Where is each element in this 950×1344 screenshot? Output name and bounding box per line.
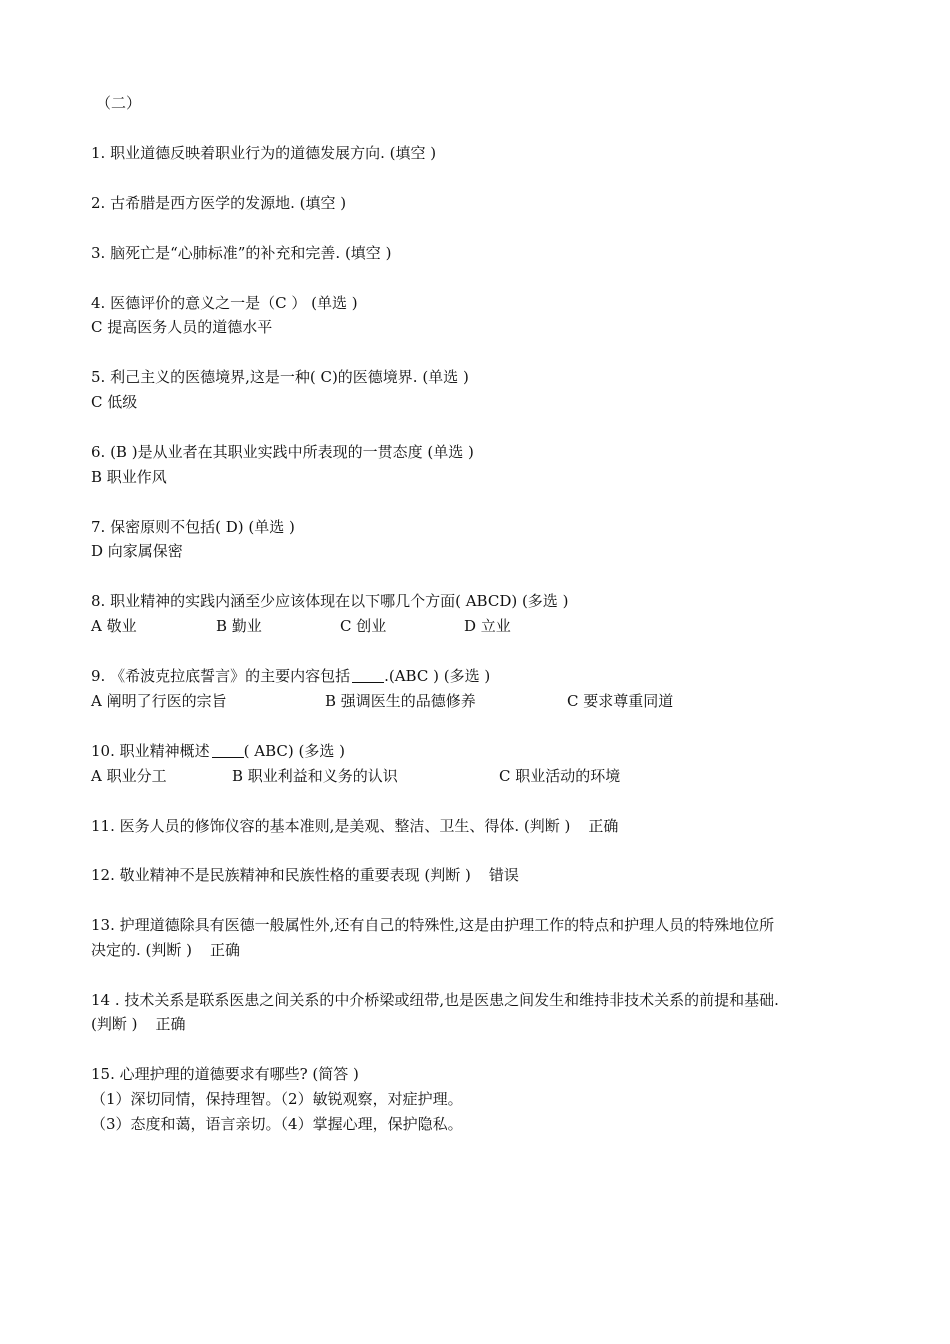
fill-blank <box>352 668 384 683</box>
question-12-text: 12. 敬业精神不是民族精神和民族性格的重要表现 (判断 ) <box>91 866 471 884</box>
option-8-d: D 立业 <box>464 617 511 635</box>
question-10-suffix: ( ABC) (多选 ) <box>243 742 345 760</box>
answer-15-line-2: （3）态度和蔼，语言亲切。（4）掌握心理，保护隐私。 <box>91 1115 463 1133</box>
question-11 <box>91 815 618 837</box>
question-9-suffix: .(ABC ) (多选 ) <box>384 667 491 685</box>
question-8: 8. 职业精神的实践内涵至少应该体现在以下哪几个方面( ABCD) (多选 ) <box>91 592 569 610</box>
question-13-line-1: 13. 护理道德除具有医德一般属性外,还有自己的特殊性,这是由护理工作的特点和护理人员的特殊地位所 <box>91 916 775 934</box>
question-5: 5. 利己主义的医德境界,这是一种( C)的医德境界. (单选 ) <box>91 368 469 386</box>
question-7: 7. 保密原则不包括( D) (单选 ) <box>91 518 295 536</box>
question-11-text: 11. 医务人员的修饰仪容的基本准则,是美观、整洁、卫生、得体. (判断 ) <box>91 817 571 835</box>
option-8-c: C 创业 <box>340 617 387 635</box>
question-12 <box>91 864 519 886</box>
question-3: 3. 脑死亡是“心肺标准”的补充和完善. (填空 ) <box>91 244 392 262</box>
question-1: 1. 职业道德反映着职业行为的道德发展方向. (填空 ) <box>91 144 437 162</box>
question-14-line-2 <box>91 1013 186 1035</box>
question-9 <box>91 665 490 687</box>
question-4: 4. 医德评价的意义之一是（C ） (单选 ) <box>91 294 358 312</box>
answer-4: C 提高医务人员的道德水平 <box>91 318 273 336</box>
option-8-a: A 敬业 <box>91 617 137 635</box>
question-10 <box>91 740 345 762</box>
question-15: 15. 心理护理的道德要求有哪些? (简答 ) <box>91 1065 359 1083</box>
answer-13: 正确 <box>210 941 241 959</box>
option-9-a: A 阐明了行医的宗旨 <box>91 692 227 710</box>
question-6: 6. (B )是从业者在其职业实践中所表现的一贯态度 (单选 ) <box>91 443 474 461</box>
question-9-prefix: 9. 《希波克拉底誓言》的主要内容包括 <box>91 667 351 685</box>
answer-12: 错误 <box>488 866 519 884</box>
option-10-c: C 职业活动的环境 <box>499 767 621 785</box>
question-13-text: 决定的. (判断 ) <box>91 941 193 959</box>
answer-5: C 低级 <box>91 393 138 411</box>
question-13-line-2 <box>91 939 240 961</box>
answer-14: 正确 <box>155 1015 186 1033</box>
answer-15-line-1: （1）深切同情，保持理智。（2）敏锐观察，对症护理。 <box>91 1090 463 1108</box>
option-9-b: B 强调医生的品德修养 <box>325 692 476 710</box>
option-10-a: A 职业分工 <box>91 767 167 785</box>
answer-11: 正确 <box>588 817 619 835</box>
question-14-text: (判断 ) <box>91 1015 138 1033</box>
question-2: 2. 古希腊是西方医学的发源地. (填空 ) <box>91 194 347 212</box>
option-8-b: B 勤业 <box>216 617 262 635</box>
option-9-c: C 要求尊重同道 <box>567 692 674 710</box>
question-10-prefix: 10. 职业精神概述 <box>91 742 210 760</box>
answer-7: D 向家属保密 <box>91 542 183 560</box>
fill-blank <box>212 743 244 758</box>
option-10-b: B 职业利益和义务的认识 <box>232 767 398 785</box>
section-title: （二） <box>96 94 142 112</box>
answer-6: B 职业作风 <box>91 468 167 486</box>
question-14-line-1: 14 . 技术关系是联系医患之间关系的中介桥梁或纽带,也是医患之间发生和维持非技术关系的前提和基础. <box>91 991 779 1009</box>
